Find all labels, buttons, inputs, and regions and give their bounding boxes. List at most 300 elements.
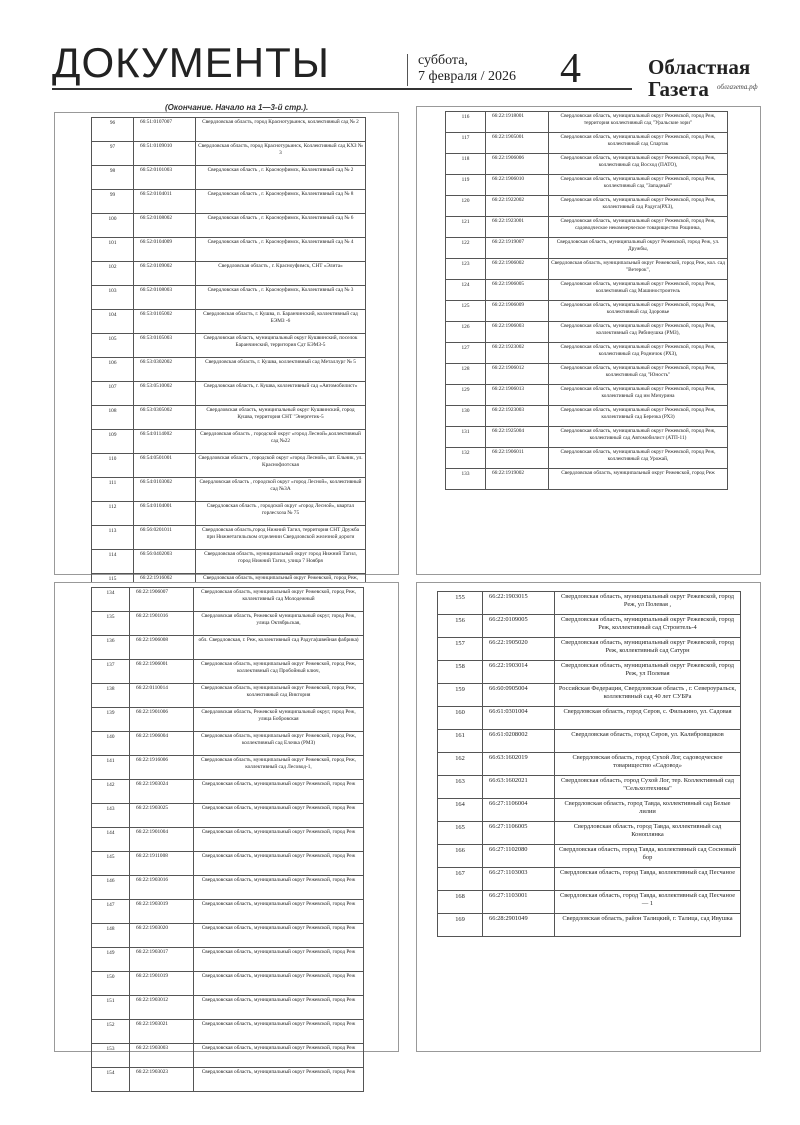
row-number: 155 [438,592,483,615]
row-number: 98 [92,166,134,190]
address: Свердловская область, район Талицкий, г. Талица, сад Ивушка [555,914,741,937]
row-number: 123 [446,259,486,280]
address: обл. Свердловская, г. Реж, коллективный сад Радуга(швейная фабрика) [194,636,364,660]
address: Свердловская область, г. Кушва, коллективный сад «Автомобилист» [196,382,366,406]
table-row [438,753,741,776]
issue-date [418,53,516,85]
address: Свердловская область, муниципальный округ Режевской, город Реж, садоводческое некоммерческое товарищество Рощинка, [549,217,728,238]
row-number: 149 [92,948,130,972]
cadastral-number: 66:22:1903024 [130,780,194,804]
row-number: 147 [92,900,130,924]
row-number: 111 [92,478,134,502]
cadastral-number: 66:53:0105003 [134,334,196,358]
row-number: 144 [92,828,130,852]
address: Свердловская область, город Краснотурьинск, коллективный сад № 2 [196,118,366,142]
address: Свердловская область, муниципальный округ Режевской, город Реж, ул. Дружбы, [549,238,728,259]
address: Свердловская область, муниципальный округ Режевской, город Реж [194,804,364,828]
row-number: 161 [438,730,483,753]
address: Свердловская область, муниципальный округ Режевской, город Реж, ул Полевая , [555,592,741,615]
row-number: 146 [92,876,130,900]
address: Свердловская область,город Нижний Тагил, территория СНТ Дружба при Нижнетагильском отделении Свердловской железной дороги [196,526,366,550]
table-row [92,190,366,214]
cadastral-number: 66:27:1102080 [483,845,555,868]
row-number: 164 [438,799,483,822]
row-number: 152 [92,1020,130,1044]
table-row [92,588,364,612]
address: Свердловская область , г. Красноуфимск, Коллективный сад № 6 [196,214,366,238]
row-number: 129 [446,385,486,406]
table-row [92,1068,364,1092]
address: Свердловская область, город Тавда, коллективный сад Белые лилии [555,799,741,822]
table-row [92,502,366,526]
table-row [446,385,728,406]
table-row [92,708,364,732]
row-number: 145 [92,852,130,876]
row-number: 160 [438,707,483,730]
cadastral-number: 66:51:0107007 [134,118,196,142]
table-row [92,1044,364,1068]
address: Свердловская область, муниципальный округ Режевской, город Реж, коллективный сад Молодежный [194,588,364,612]
address: Свердловская область, муниципальный округ Режевской, город Реж, коллективный сад Березка (РХЗ) [549,406,728,427]
table-row [92,478,366,502]
site-url: облгазета.рф [717,83,758,91]
cadastral-number: 66:22:1901016 [130,612,194,636]
row-number: 126 [446,322,486,343]
table-row [438,891,741,914]
table-row [92,828,364,852]
row-number: 150 [92,972,130,996]
table-row [446,448,728,469]
row-number: 128 [446,364,486,385]
address: Свердловская область, муниципальный округ Режевской, город Реж, коллективный сад Восход (ПАТО), [549,154,728,175]
cadastral-number: 66:22:1918001 [486,112,549,133]
cadastral-number: 66:22:1901006 [130,708,194,732]
table-row [92,430,366,454]
table-row [438,730,741,753]
row-number: 117 [446,133,486,154]
cadastral-number: 66:22:1903016 [130,876,194,900]
table-row [446,469,728,490]
row-number: 169 [438,914,483,937]
cadastral-number: 66:22:1906003 [486,322,549,343]
table-row [92,286,366,310]
address: Свердловская область, муниципальный округ Режевской, город Реж, коллективный сад Машиностроитель [549,280,728,301]
address: Свердловская область, муниципальный округ Режевской, город Реж, территория коллективный сад "Уральские зори" [549,112,728,133]
cadastral-number: 66:22:1903023 [130,1068,194,1092]
address: Свердловская область, муниципальный округ Режевской, город Реж, [196,574,366,598]
cadastral-number: 66:22:1903015 [483,592,555,615]
address: Свердловская область, муниципальный округ Режевской, город Реж, коллективный сад Пробойный ключ, [194,660,364,684]
section-title: ДОКУМЕНТЫ [52,39,330,86]
table-row [92,382,366,406]
address: Свердловская область, муниципальный округ Режевской, город Реж, кол. сад "Ветерок", [549,259,728,280]
row-number: 138 [92,684,130,708]
table-row [92,636,364,660]
table-row [92,118,366,142]
address: Свердловская область, муниципальный округ Режевской, город Реж, коллективный сад Здоровье [549,301,728,322]
row-number: 166 [438,845,483,868]
table-row [92,660,364,684]
row-number: 119 [446,175,486,196]
cadastral-number: 66:53:0510002 [134,382,196,406]
cadastral-number: 66:56:0201011 [134,526,196,550]
address: Свердловская область, муниципальный округ Режевской, город Реж, коллективный сад Рябинушка (РМЗ), [549,322,728,343]
cadastral-number: 66:53:0105002 [134,310,196,334]
address: Свердловская область, город Серов, ул. Калибровщиков [555,730,741,753]
row-number: 97 [92,142,134,166]
cadastral-number: 66:22:1906002 [486,259,549,280]
table-row [92,684,364,708]
row-number: 112 [92,502,134,526]
row-number: 141 [92,756,130,780]
cadastral-number: 66:61:0208002 [483,730,555,753]
address: Свердловская область, муниципальный округ Режевской, город Реж [194,948,364,972]
table-row [92,780,364,804]
address: Свердловская область , г. Красноуфимск, Коллективный сад № 8 [196,190,366,214]
address: Свердловская область, муниципальный округ Режевской, город Реж, коллективный сад Виктория [194,684,364,708]
table-row [446,343,728,364]
address: Свердловская область, муниципальный округ Режевской, город Реж, коллективный сад Автомобилист (АТП-11) [549,427,728,448]
table-row [92,358,366,382]
table-row [92,406,366,430]
page-scan-3 [54,582,399,1076]
cadastral-number: 66:22:1906001 [130,660,194,684]
table-row [92,996,364,1020]
cadastral-number: 66:22:1903019 [130,900,194,924]
table-row [438,684,741,707]
address: Свердловская область, муниципальный округ Режевской, город Реж, коллективный сад Елочка (РМЗ) [194,732,364,756]
row-number: 113 [92,526,134,550]
cadastral-number: 66:22:1903003 [130,1044,194,1068]
table-row [92,924,364,948]
cadastral-number: 66:27:1106004 [483,799,555,822]
row-number: 134 [92,588,130,612]
row-number: 127 [446,343,486,364]
address: Свердловская область, муниципальный округ Режевской, город Реж [194,1020,364,1044]
newspaper-logo [648,56,750,100]
table-row [92,612,364,636]
cadastral-number: 66:22:1906010 [486,175,549,196]
table-row [446,217,728,238]
table-row [92,142,366,166]
issue-weekday: суббота, [418,53,468,68]
row-number: 106 [92,358,134,382]
table-row [92,852,364,876]
table-row [446,427,728,448]
cadastral-number: 66:54:0103002 [134,478,196,502]
cadastral-number: 66:51:0109010 [134,142,196,166]
table-row [438,615,741,638]
row-number: 131 [446,427,486,448]
address: Свердловская область , городской округ «город Лесной», шт. Ельник, ул. Краснофлотская [196,454,366,478]
row-number: 104 [92,310,134,334]
cadastral-number: 66:22:1903012 [130,996,194,1020]
cadastral-number: 66:22:1911008 [130,852,194,876]
table-row [92,310,366,334]
address: Свердловская область, муниципальный округ Режевской, город Реж [194,876,364,900]
cadastral-number: 66:52:0104011 [134,190,196,214]
row-number: 109 [92,430,134,454]
address: Свердловская область, город Тавда, коллективный сад Сосновый бор [555,845,741,868]
table-row [446,175,728,196]
address: Свердловская область , городской округ «город Лесной»,коллективный сад №22 [196,430,366,454]
address: Свердловская область, город Сухой Лог, садоводческое товарищество «Садовод» [555,753,741,776]
cadastral-number: 66:22:1901004 [130,828,194,852]
cadastral-number: 66:22:1906008 [130,636,194,660]
table-row [92,334,366,358]
cadastral-number: 66:28:2901049 [483,914,555,937]
cadastral-number: 66:22:1923001 [486,217,549,238]
table-row [446,133,728,154]
cadastral-number: 66:53:0302002 [134,358,196,382]
address: Свердловская область , городской округ «город Лесной», коллективный сад №3А [196,478,366,502]
cadastral-number: 66:53:0305002 [134,406,196,430]
row-number: 103 [92,286,134,310]
row-number: 100 [92,214,134,238]
cadastral-number: 66:52:0108003 [134,286,196,310]
row-number: 156 [438,615,483,638]
address: Свердловская область, муниципальный округ Режевской, город Реж, ул Полевая [555,661,741,684]
table-row [446,280,728,301]
cadastral-number: 66:22:0110014 [130,684,194,708]
cadastral-number: 66:22:1903025 [130,804,194,828]
address: Свердловская область , г. Красноуфимск, Коллективный сад № 4 [196,238,366,262]
page-number: 4 [560,46,581,92]
address: Свердловская область, Режевской муниципальный округ, город Реж, улица Бобровская [194,708,364,732]
cadastral-number: 66:22:1906004 [130,732,194,756]
row-number: 125 [446,301,486,322]
cadastral-number: 66:27:1103003 [483,868,555,891]
row-number: 136 [92,636,130,660]
table-row [446,154,728,175]
cadastral-number: 66:22:1919002 [486,469,549,490]
table-row [438,799,741,822]
registry-table [445,111,728,490]
cadastral-number: 66:22:1906007 [130,588,194,612]
row-number: 96 [92,118,134,142]
cadastral-number: 66:22:1906012 [486,364,549,385]
cadastral-number: 66:22:1901019 [130,972,194,996]
logo-line1: Областная [648,55,751,79]
row-number: 102 [92,262,134,286]
header-divider [407,54,408,86]
row-number: 122 [446,238,486,259]
address: Свердловская область, муниципальный округ Режевской, город Реж, коллективный сад Радуга(РХЗ), [549,196,728,217]
table-row [446,259,728,280]
address: Свердловская область, город Тавда, коллективный сад Песчаное [555,868,741,891]
address: Свердловская область, муниципальный округ город Нижний Тагил, город Нижний Тагил, улица 7 Ноября [196,550,366,574]
address: Свердловская область, муниципальный округ Кушвинский, поселок Баранчинский, территория Сдт БЭМЗ-5 [196,334,366,358]
table-row [92,900,364,924]
row-number: 151 [92,996,130,1020]
registry-table [437,591,741,937]
address: Свердловская область, муниципальный округ Режевской, город Реж, коллективный сад "Юность" [549,364,728,385]
table-row [446,196,728,217]
cadastral-number: 66:54:0114002 [134,430,196,454]
cadastral-number: 66:22:1903020 [130,924,194,948]
table-row [92,526,366,550]
address: Свердловская область , г. Красноуфимск, Коллективный сад № 2 [196,166,366,190]
table-row [438,868,741,891]
row-number: 165 [438,822,483,845]
row-number: 115 [92,574,134,598]
address: Свердловская область, муниципальный округ Режевской, город Реж, коллективный сад Сатурн [555,638,741,661]
row-number: 143 [92,804,130,828]
table-row [446,406,728,427]
address: Свердловская область, город Сухой Лог, тер. Коллективный сад "Сельхозтехника" [555,776,741,799]
table-row [438,638,741,661]
cadastral-number: 66:22:1923003 [486,406,549,427]
address: Свердловская область, г. Кушва, коллективный сад Металлург № 5 [196,358,366,382]
row-number: 148 [92,924,130,948]
cadastral-number: 66:54:0501001 [134,454,196,478]
registry-table [91,587,364,1092]
cadastral-number: 66:60:0905004 [483,684,555,707]
cadastral-number: 66:22:1906006 [486,154,549,175]
table-row [438,592,741,615]
row-number: 130 [446,406,486,427]
cadastral-number: 66:61:0301004 [483,707,555,730]
row-number: 154 [92,1068,130,1092]
row-number: 135 [92,612,130,636]
table-row [438,845,741,868]
table-row [438,707,741,730]
cadastral-number: 66:27:1103001 [483,891,555,914]
address: Свердловская область, муниципальный округ Кушвинский, город Кушва, территория СНТ "Энергетик-5 [196,406,366,430]
cadastral-number: 66:22:1905001 [486,133,549,154]
address: Свердловская область , г. Красноуфимск, СНТ «Элита» [196,262,366,286]
address: Свердловская область, муниципальный округ Режевской, город Реж [194,1068,364,1092]
table-row [92,948,364,972]
row-number: 168 [438,891,483,914]
address: Свердловская область, муниципальный округ Режевской, город Реж, коллективный сад Строитель-4 [555,615,741,638]
address: Свердловская область, муниципальный округ Режевской, город Реж, коллективный сад "Западный" [549,175,728,196]
address: Свердловская область, муниципальный округ Режевской, город Реж, коллективный сад Лесовод-1, [194,756,364,780]
table-row [438,822,741,845]
address: Свердловская область, Режевской муниципальный округ, город Реж, улица Октябрьская, [194,612,364,636]
row-number: 101 [92,238,134,262]
cadastral-number: 66:63:1602021 [483,776,555,799]
table-row [92,804,364,828]
cadastral-number: 66:27:1106005 [483,822,555,845]
cadastral-number: 66:56:0402003 [134,550,196,574]
table-row [92,214,366,238]
row-number: 133 [446,469,486,490]
table-row [438,661,741,684]
row-number: 158 [438,661,483,684]
row-number: 108 [92,406,134,430]
address: Свердловская область, муниципальный округ Режевской, город Реж, коллективный сад им Мичурина [549,385,728,406]
address: Свердловская область, муниципальный округ Режевской, город Реж [194,972,364,996]
row-number: 110 [92,454,134,478]
cadastral-number: 66:22:1906013 [486,385,549,406]
table-row [446,322,728,343]
header-rule [52,88,632,90]
table-row [92,756,364,780]
row-number: 132 [446,448,486,469]
cadastral-number: 66:22:1906005 [486,280,549,301]
table-row [92,550,366,574]
address: Свердловская область, муниципальный округ Режевской, город Реж [194,780,364,804]
address: Свердловская область, муниципальный округ Режевской, город Реж [549,469,728,490]
address: Свердловская область, муниципальный округ Режевской, город Реж [194,996,364,1020]
row-number: 114 [92,550,134,574]
page-scan-2 [416,106,761,575]
cadastral-number: 66:52:0109002 [134,262,196,286]
row-number: 167 [438,868,483,891]
row-number: 137 [92,660,130,684]
row-number: 124 [446,280,486,301]
table-row [92,876,364,900]
row-number: 118 [446,154,486,175]
row-number: 99 [92,190,134,214]
continuation-note: (Окончание. Начало на 1—3-й стр.). [165,103,309,112]
table-row [438,776,741,799]
address: Свердловская область, г. Кушва, п. Баранчинский, коллективный сад БЭМЗ -6 [196,310,366,334]
table-row [92,262,366,286]
row-number: 116 [446,112,486,133]
cadastral-number: 66:22:0109005 [483,615,555,638]
cadastral-number: 66:54:0104001 [134,502,196,526]
address: Свердловская область, город Краснотурьинск, Коллективный сад КХЗ № 3 [196,142,366,166]
cadastral-number: 66:22:1906009 [486,301,549,322]
issue-full-date: 7 февраля / 2026 [418,69,517,84]
table-row [92,166,366,190]
row-number: 107 [92,382,134,406]
cadastral-number: 66:22:1923002 [486,343,549,364]
address: Свердловская область, город Серов, с. Филькино, ул. Садовая [555,707,741,730]
cadastral-number: 66:22:1906011 [486,448,549,469]
table-row [92,732,364,756]
row-number: 162 [438,753,483,776]
cadastral-number: 66:52:0108002 [134,214,196,238]
cadastral-number: 66:22:1919007 [486,238,549,259]
cadastral-number: 66:52:0101003 [134,166,196,190]
table-row [92,238,366,262]
cadastral-number: 66:22:1905020 [483,638,555,661]
cadastral-number: 66:63:1602019 [483,753,555,776]
cadastral-number: 66:52:0104009 [134,238,196,262]
table-row [92,454,366,478]
row-number: 142 [92,780,130,804]
table-row [438,914,741,937]
row-number: 139 [92,708,130,732]
row-number: 121 [446,217,486,238]
address: Российская Федерация, Свердловская область , г. Североуральск, коллективный сад 40 лет СУБРа [555,684,741,707]
address: Свердловская область, муниципальный округ Режевской, город Реж, коллективный сад Родничок (РХЗ), [549,343,728,364]
page-scan-4 [416,582,761,1052]
table-row [92,972,364,996]
address: Свердловская область, муниципальный округ Режевской, город Реж, коллективный сад Спартак [549,133,728,154]
row-number: 153 [92,1044,130,1068]
address: Свердловская область, муниципальный округ Режевской, город Реж [194,900,364,924]
row-number: 163 [438,776,483,799]
cadastral-number: 66:22:1903021 [130,1020,194,1044]
cadastral-number: 66:22:1903017 [130,948,194,972]
table-row [446,364,728,385]
row-number: 157 [438,638,483,661]
table-row [92,1020,364,1044]
address: Свердловская область , городской округ «город Лесной», квартал горлесхоза № 75 [196,502,366,526]
table-row [446,238,728,259]
page-scan-1 [54,112,399,582]
cadastral-number: 66:22:1916006 [130,756,194,780]
cadastral-number: 66:22:1925004 [486,427,549,448]
cadastral-number: 66:22:1922002 [486,196,549,217]
address: Свердловская область, муниципальный округ Режевской, город Реж [194,828,364,852]
address: Свердловская область, муниципальный округ Режевской, город Реж [194,1044,364,1068]
row-number: 159 [438,684,483,707]
